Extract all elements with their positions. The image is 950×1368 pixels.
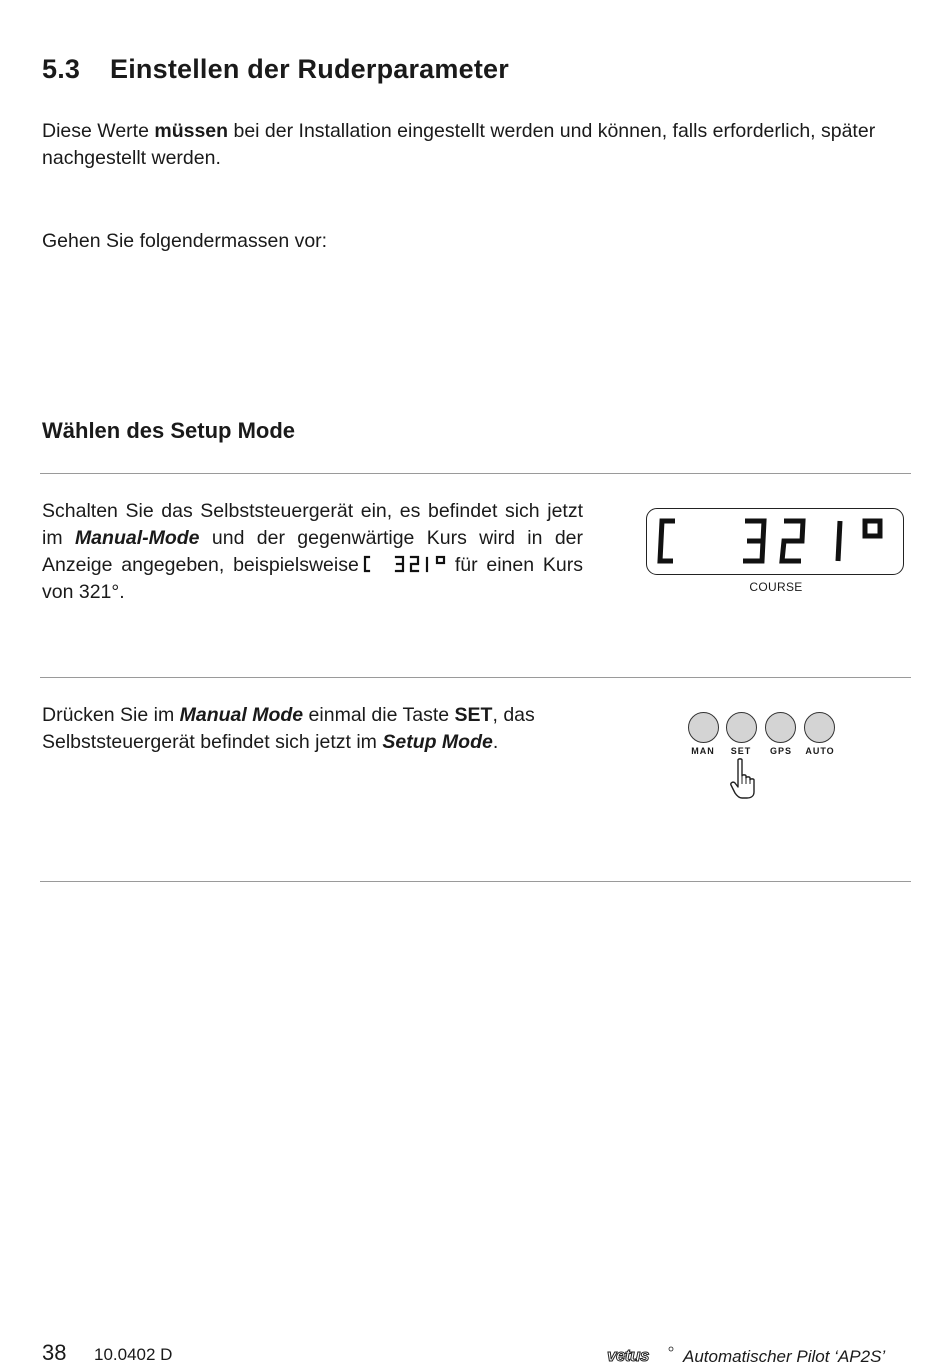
step2-manual-mode: Manual Mode (179, 704, 304, 726)
course-display (646, 508, 904, 575)
lcd-digit-2 (782, 521, 803, 561)
section-heading (42, 54, 509, 85)
step1-text-1: Schalten Sie das Selbststeuergerät ein, es befindet sich jetzt im (42, 500, 583, 549)
lcd-digit-3 (743, 521, 764, 561)
section-title: Einstellen der Ruderparameter (110, 54, 509, 84)
lcd-degree (865, 521, 880, 536)
divider-3 (40, 881, 911, 882)
step1-text-4: °. (111, 581, 125, 603)
inline-course-display (363, 555, 451, 573)
auto-label: AUTO (805, 746, 835, 756)
lcd-digit-1 (838, 521, 840, 561)
intro-text-bold: müssen (154, 120, 229, 142)
man-label: MAN (691, 746, 715, 756)
page-number: 38 (42, 1340, 67, 1365)
gps-label: GPS (769, 746, 792, 756)
step2-paragraph (42, 702, 602, 756)
document-title: Automatischer Pilot ‘AP2S’ (683, 1347, 886, 1366)
step1-text-2: und der gegenwärtige Kurs wird in der Anzeige angegeben, beispielsweise (42, 527, 584, 576)
subsection-title: Wählen des Setup Mode (42, 418, 296, 443)
auto-button[interactable] (804, 712, 835, 743)
step2-text-1: Drücken Sie im (42, 704, 180, 726)
divider-2 (40, 677, 911, 678)
step2-text-2: einmal die Taste (303, 704, 455, 726)
intro-text-a: Diese Werte (42, 120, 155, 142)
step1-text-3: für einen Kurs von 321 (42, 554, 583, 603)
section-number: 5.3 (42, 54, 81, 84)
inline-display-text: C 321° (362, 555, 366, 556)
course-label: COURSE (749, 580, 803, 594)
gps-button[interactable] (765, 712, 796, 743)
man-button[interactable] (688, 712, 719, 743)
lcd-digit-c (660, 521, 675, 561)
instruction-paragraph: Gehen Sie folgendermassen vor: (42, 230, 328, 252)
step2-set: SET (454, 704, 493, 726)
step1-paragraph (42, 498, 583, 606)
set-button[interactable] (726, 712, 757, 743)
set-label: SET (730, 746, 752, 756)
divider-1 (40, 473, 911, 474)
lcd-segments (645, 507, 903, 574)
document-code: 10.0402 D (94, 1345, 173, 1364)
step2-text-4: . (492, 731, 499, 753)
vetus-logo (606, 1346, 674, 1364)
step1-manual-mode: Manual-Mode (74, 527, 200, 549)
step2-text-3: , das Selbststeuergerät befindet sich jetzt im (42, 704, 535, 753)
intro-text-b: bei der Installation eingestellt werden und können, falls erforderlich, später nachgestellt werden. (42, 120, 876, 169)
step2-setup-mode: Setup Mode (382, 731, 493, 753)
logo-text: vetus (607, 1346, 649, 1364)
pointing-hand-icon (728, 758, 764, 800)
lcd-text: C 321° (645, 507, 649, 509)
intro-paragraph (42, 118, 914, 172)
